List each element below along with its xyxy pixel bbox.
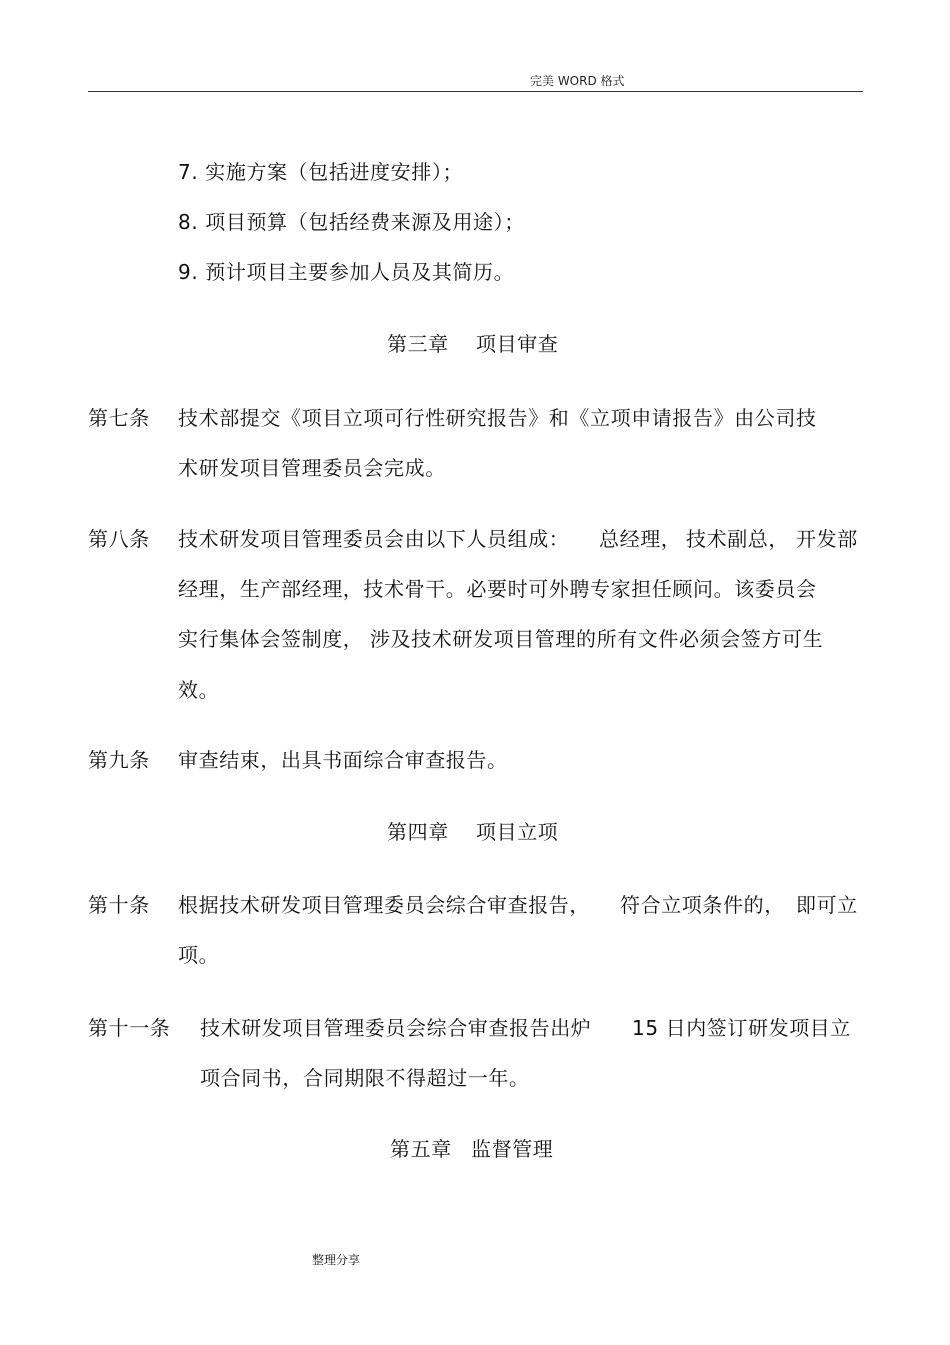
article-8-text: 开发部 xyxy=(796,527,858,551)
list-item: 8. 项目预算（包括经费来源及用途）； xyxy=(178,210,525,234)
chapter-5-number: 第五章 xyxy=(390,1137,452,1161)
header-rule xyxy=(88,91,863,92)
article-8-label: 第八条 xyxy=(88,527,150,551)
article-8-text: 总经理， xyxy=(599,527,682,551)
article-11-text: 项合同书，合同期限不得超过一年。 xyxy=(200,1066,530,1090)
article-11-label: 第十一条 xyxy=(88,1016,171,1040)
article-10-label: 第十条 xyxy=(88,893,150,917)
article-7-label: 第七条 xyxy=(88,406,150,430)
article-10-text: 符合立项条件的， xyxy=(620,893,785,917)
page-footer: 整理分享 xyxy=(312,1253,361,1267)
article-8-text: 实行集体会签制度， xyxy=(178,627,364,651)
article-11-text: 技术研发项目管理委员会综合审查报告出炉 xyxy=(200,1016,592,1040)
article-10-text: 即可立 xyxy=(796,893,858,917)
article-8-text: 技术副总， xyxy=(686,527,789,551)
article-8-text: 涉及技术研发项目管理的所有文件必须会签方可生 xyxy=(370,627,824,651)
article-10-text: 根据技术研发项目管理委员会综合审查报告， xyxy=(178,893,590,917)
article-8-text: 经理，生产部经理，技术骨干。必要时可外聘专家担任顾问。该委员会 xyxy=(178,577,817,601)
article-7-text: 术研发项目管理委员会完成。 xyxy=(178,456,446,480)
chapter-4-title: 项目立项 xyxy=(476,820,559,844)
chapter-3-number: 第三章 xyxy=(387,332,449,356)
article-8-text: 效。 xyxy=(178,678,220,702)
article-9-label: 第九条 xyxy=(88,748,150,772)
article-7-text: 技术部提交《项目立项可行性研究报告》和《立项申请报告》由公司技 xyxy=(178,406,817,430)
chapter-3-title: 项目审查 xyxy=(476,332,559,356)
article-8-text: 技术研发项目管理委员会由以下人员组成： xyxy=(178,527,570,551)
article-10-text: 项。 xyxy=(178,943,220,967)
list-item: 9. 预计项目主要参加人员及其简历。 xyxy=(178,260,515,284)
list-item: 7. 实施方案（包括进度安排）； xyxy=(178,160,464,184)
article-9-text: 审查结束，出具书面综合审查报告。 xyxy=(178,748,508,772)
page-header: 完美 WORD 格式 xyxy=(530,74,625,88)
chapter-5-title: 监督管理 xyxy=(471,1137,554,1161)
chapter-4-number: 第四章 xyxy=(387,820,449,844)
article-11-text: 15 日内签订研发项目立 xyxy=(632,1016,852,1040)
